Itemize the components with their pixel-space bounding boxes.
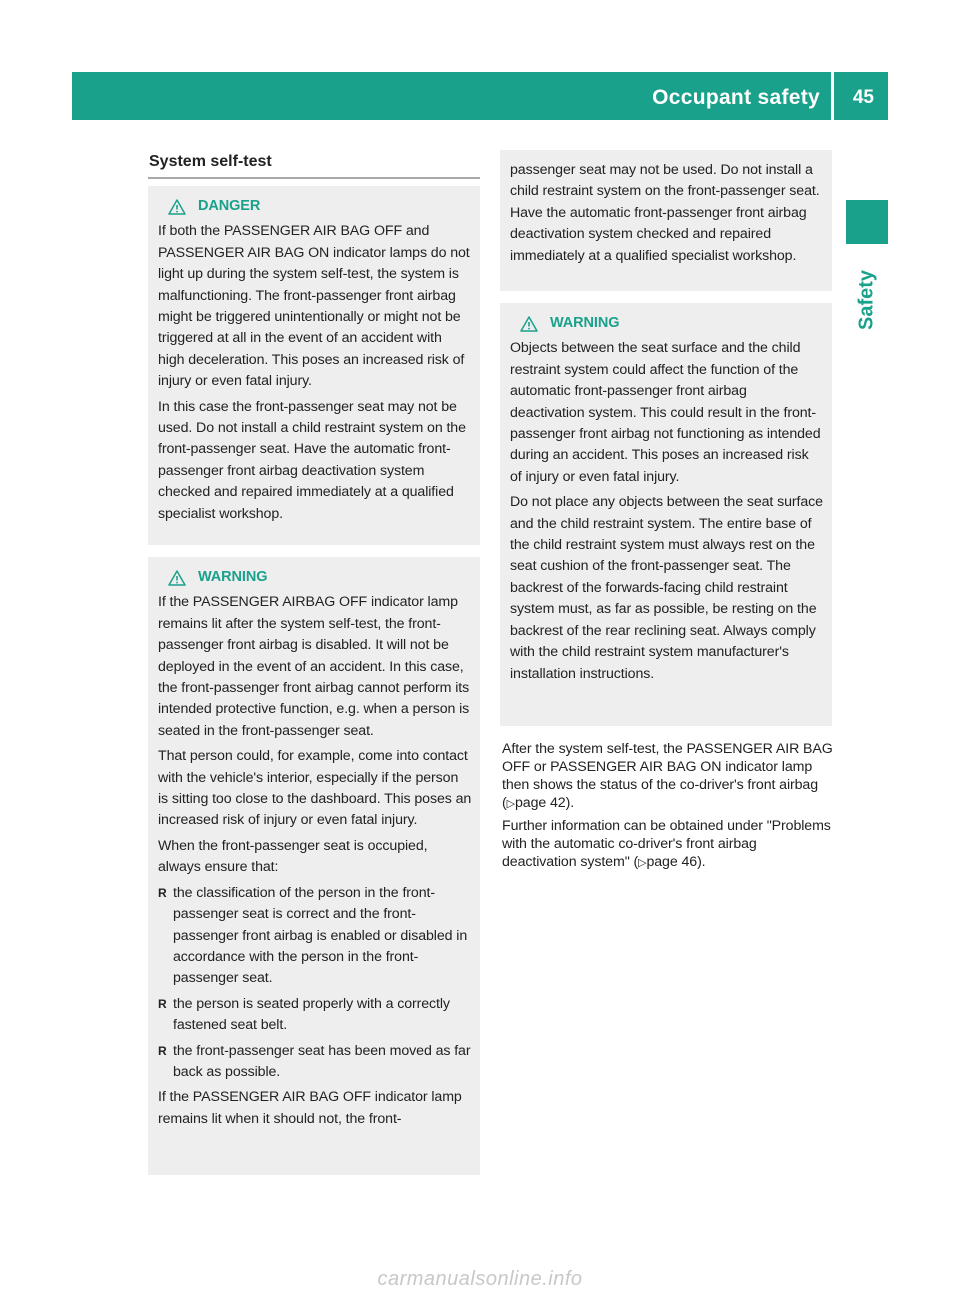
- warning-heading: [510, 313, 824, 334]
- warning-triangle-icon: [520, 316, 538, 332]
- list-item: R the front-passenger seat has been moved as far back as possible.: [158, 1041, 472, 1084]
- body-paragraph: [502, 817, 834, 872]
- list-item: R the classification of the person in the front-passenger seat is correct and the front-passenger front airbag is enabled or disabled in accordance with the person in the front-passenger seat.: [158, 883, 472, 990]
- section-rule: [148, 177, 480, 179]
- warning-box: [148, 557, 480, 1175]
- danger-paragraph: If both the PASSENGER AIR BAG OFF and PASSENGER AIR BAG ON indicator lamps do not light up during the system self-test, the system is malfunctioning. The front-passenger front airbag might be triggered unintentionally or might not be triggered at all in the event of an accident with high deceleration. This poses an increased risk of injury or even fatal injury.: [158, 223, 470, 390]
- side-tab-marker: [846, 200, 888, 244]
- warning-paragraph: That person could, for example, come into contact with the vehicle's interior, especially if the person is sitting too close to the dashboard. This poses an increased risk of injury or even fatal injury.: [158, 748, 472, 829]
- side-section-label: Safety: [855, 269, 878, 331]
- body-text-span: After the system self-test, the PASSENGER AIR BAG OFF or PASSENGER AIR BAG ON indicator lamp then shows the status of the co-driver's front airbag (: [502, 741, 833, 811]
- body-text: [502, 740, 834, 876]
- warning-box: [500, 303, 832, 726]
- warning-label: WARNING: [198, 569, 268, 585]
- warning-heading: [158, 567, 472, 588]
- watermark-footer: carmanualsonline.info: [377, 1268, 583, 1290]
- section-title: System self-test: [149, 153, 272, 170]
- continuation-paragraph: passenger seat may not be used. Do not install a child restraint system on the front-passenger seat. Have the automatic front-passenger front airbag deactivation system checked and repaired immediately at a qualified specialist workshop.: [510, 162, 820, 264]
- body-text-span: Further information can be obtained under "Problems with the automatic co-driver's front airbag deactivation system" (: [502, 818, 831, 870]
- warning-paragraph: Do not place any objects between the seat surface and the child restraint system. The entire base of the child restraint system must always rest on the seat cushion of the front-passenger seat. The backrest of the forwards-facing child restraint system must, as far as possible, be resting on the backrest of the rear reclining seat. Always comply with the child restraint system manufacturer's installation instructions.: [510, 494, 823, 682]
- danger-label: DANGER: [198, 198, 261, 214]
- checklist: [158, 883, 472, 1084]
- page-ref-arrow-icon: ▷: [638, 857, 647, 869]
- danger-heading: [158, 196, 472, 217]
- warning-paragraph: If the PASSENGER AIR BAG OFF indicator lamp remains lit when it should not, the front-: [158, 1089, 462, 1127]
- list-item: R the person is seated properly with a correctly fastened seat belt.: [158, 994, 472, 1037]
- warning-triangle-icon: [168, 199, 186, 215]
- chapter-title: Occupant safety: [652, 86, 820, 109]
- header-divider: [831, 72, 834, 120]
- page-header: [72, 72, 888, 120]
- continuation-box: [500, 150, 832, 291]
- page-number: 45: [852, 87, 874, 108]
- page-ref-arrow-icon: ▷: [506, 798, 515, 810]
- body-text-span: ).: [565, 795, 575, 811]
- danger-paragraph: In this case the front-passenger seat may not be used. Do not install a child restraint system on the front-passenger seat. Have the automatic front-passenger front airbag deactivation system checked and repaired immediately at a qualified specialist workshop.: [158, 398, 466, 522]
- page-reference-link[interactable]: page 42: [515, 795, 566, 811]
- danger-box: [148, 186, 480, 545]
- warning-paragraph: If the PASSENGER AIRBAG OFF indicator lamp remains lit after the system self-test, the front-passenger front airbag is disabled. It will not be deployed in the event of an accident. In this case, the front-passenger front airbag cannot perform its intended protective function, e.g. when a person is seated in the front-passenger seat.: [158, 594, 470, 739]
- warning-label: WARNING: [550, 315, 620, 331]
- warning-paragraph: Objects between the seat surface and the child restraint system could affect the function of the automatic front-passenger front airbag deactivation system. This could result in the front-passenger front airbag not functioning as intended during an accident. This poses an increased risk of injury or even fatal injury.: [510, 340, 821, 485]
- body-paragraph: [502, 740, 834, 813]
- warning-triangle-icon: [168, 570, 186, 586]
- body-text-span: ).: [697, 854, 706, 870]
- page-reference-link[interactable]: page 46: [646, 854, 698, 870]
- warning-paragraph: When the front-passenger seat is occupied, always ensure that:: [158, 837, 428, 876]
